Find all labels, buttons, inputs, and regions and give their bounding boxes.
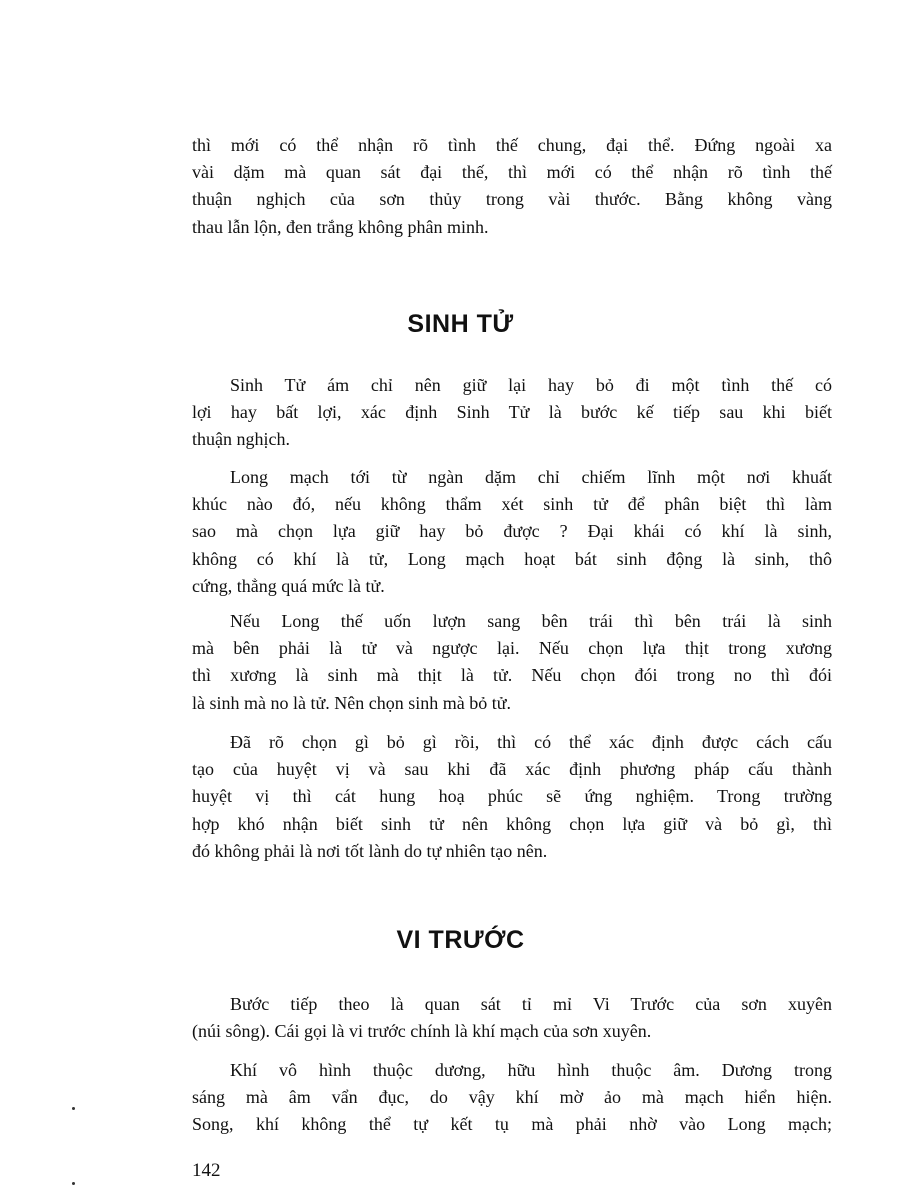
text-line: không có khí là tử, Long mạch hoạt bát sinh động là sinh, thô (192, 548, 832, 569)
text-line: đó không phải là nơi tốt lành do tự nhiên tạo nên. (192, 840, 548, 861)
text-line: thau lẫn lộn, đen trắng không phân minh. (192, 216, 489, 237)
text-line: thuận nghịch của sơn thủy trong vài thước. Bằng không vàng (192, 189, 832, 210)
text-line: hợp khó nhận biết sinh tử nên không chọn lựa giữ và bỏ gì, thì (192, 813, 832, 834)
paragraph (192, 1057, 832, 1139)
text-line: Đã rõ chọn gì bỏ gì rồi, thì có thể xác định được cách cấu (230, 732, 832, 752)
text-line: lợi hay bất lợi, xác định Sinh Tử là bước kế tiếp sau khi biết (192, 402, 832, 423)
text-line: thì xương là sinh mà thịt là tử. Nếu chọn đói trong no thì đói (192, 665, 832, 686)
text-line: sao mà chọn lựa giữ hay bỏ được ? Đại khái có khí là sinh, (192, 521, 832, 542)
text-line: Bước tiếp theo là quan sát tỉ mỉ Vi Trước của sơn xuyên (230, 994, 832, 1014)
paragraph (192, 372, 832, 454)
text-line: tạo của huyệt vị và sau khi đã xác định phương pháp cấu thành (192, 759, 832, 780)
section-heading-sinh-tu: SINH TỬ (407, 310, 514, 338)
page-number: 142 (192, 1160, 221, 1181)
paragraph (192, 608, 832, 717)
paragraph (192, 991, 832, 1045)
text-line: sáng mà âm vẩn đục, do vậy khí mờ ảo mà mạch hiển hiện. (192, 1087, 832, 1108)
text-line: huyệt vị thì cát hung hoạ phúc sẽ ứng nghiệm. Trong trường (192, 786, 832, 807)
paragraph-continuation (192, 132, 832, 241)
text-line: Song, khí không thể tự kết tụ mà phải nhờ vào Long mạch; (192, 1114, 832, 1135)
scan-speck (72, 1107, 75, 1110)
text-line: Sinh Tử ám chỉ nên giữ lại hay bỏ đi một tình thế có (230, 375, 832, 395)
paragraph (192, 729, 832, 865)
text-line: là sinh mà no là tử. Nên chọn sinh mà bỏ tử. (192, 692, 511, 713)
paragraph (192, 464, 832, 600)
text-line: khúc nào đó, nếu không thẩm xét sinh tử để phân biệt thì làm (192, 494, 832, 515)
section-heading-vi-truoc: VI TRƯỚC (396, 926, 525, 954)
text-line: thuận nghịch. (192, 429, 290, 450)
text-line: Khí vô hình thuộc dương, hữu hình thuộc âm. Dương trong (230, 1060, 832, 1080)
text-line: vài dặm mà quan sát đại thế, thì mới có thể nhận rõ tình thế (192, 162, 832, 183)
text-line: Nếu Long thế uốn lượn sang bên trái thì bên trái là sinh (230, 611, 832, 631)
text-line: thì mới có thể nhận rõ tình thế chung, đại thể. Đứng ngoài xa (192, 135, 832, 155)
text-line: mà bên phải là tử và ngược lại. Nếu chọn lựa thịt trong xương (192, 638, 832, 659)
text-line: (núi sông). Cái gọi là vi trước chính là khí mạch của sơn xuyên. (192, 1021, 652, 1042)
text-line: cứng, thẳng quá mức là tử. (192, 575, 385, 596)
text-line: Long mạch tới từ ngàn dặm chỉ chiếm lĩnh một nơi khuất (230, 467, 832, 487)
scan-speck (72, 1182, 75, 1185)
